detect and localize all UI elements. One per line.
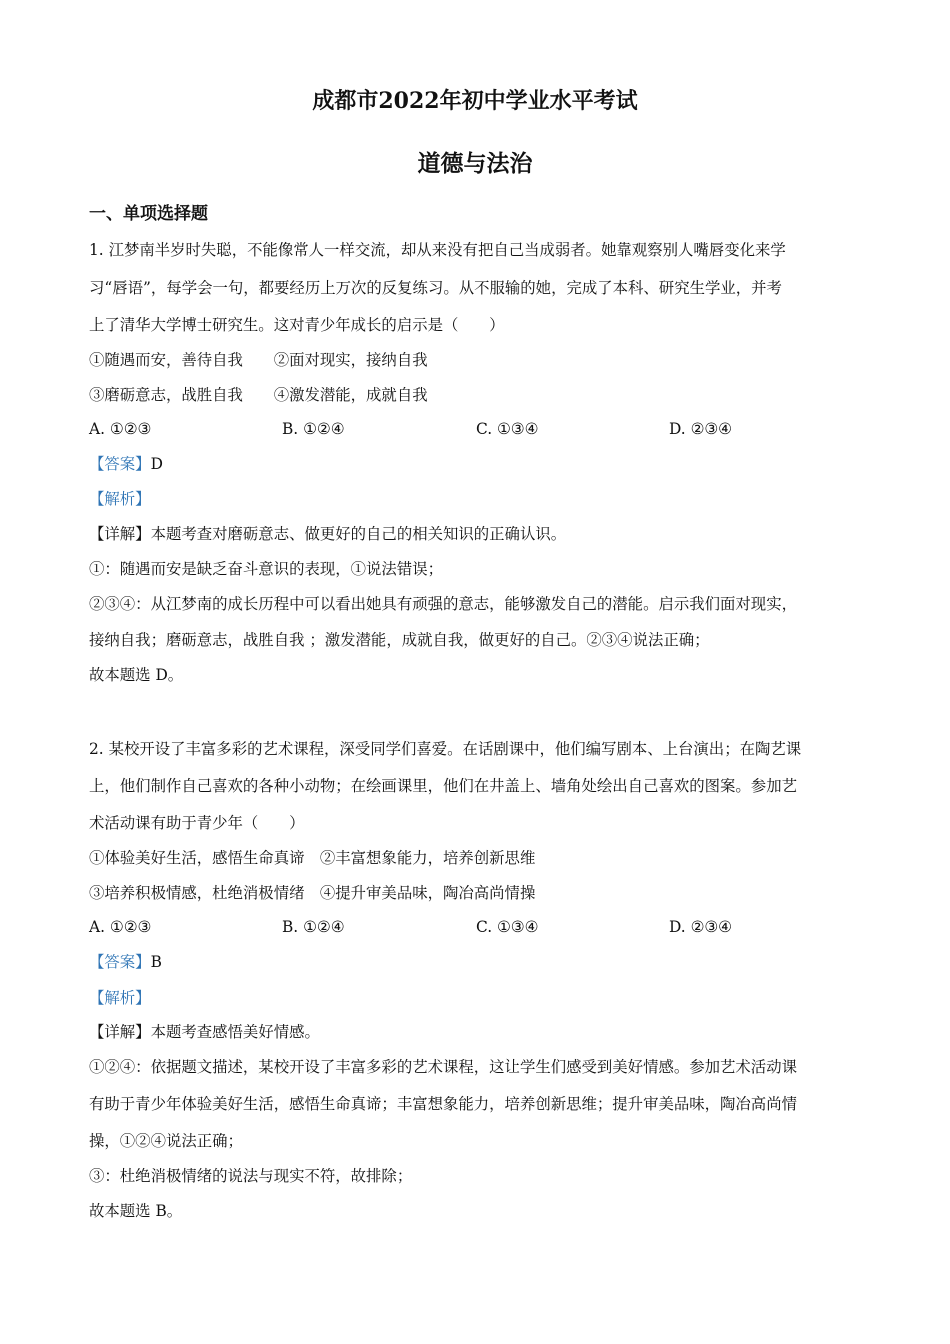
answer-label: 【答案】 [89,455,151,473]
q1-detail-line: ②③④：从江梦南的成长历程中可以看出她具有顽强的意志，能够激发自己的潜能。启示我们面对现实， [89,595,797,613]
answer-value: B [150,953,162,971]
q1-option-b: B. ①②④ [282,420,345,438]
answer-value: D [150,455,163,473]
q2-detail-line: 有助于青少年体验美好生活，感悟生命真谛；丰富想象能力，培养创新思维；提升审美品味，陶冶高尚情 [89,1095,797,1113]
q2-stem-line: 2. 某校开设了丰富多彩的艺术课程，深受同学们喜爱。在话剧课中，他们编写剧本、上台演出；在陶艺课 [89,740,802,758]
q2-option-a: A. ①②③ [89,918,152,936]
q1-analysis-label: 【解析】 [89,490,151,508]
q1-option-d: D. ②③④ [669,420,732,438]
q1-detail-line: 故本题选 D。 [89,666,184,684]
q2-choice-item: ③培养积极情感，杜绝消极情绪 ④提升审美品味，陶冶高尚情操 [89,884,536,902]
q1-option-a: A. ①②③ [89,420,152,438]
q2-stem-line: 上，他们制作自己喜欢的各种小动物；在绘画课里，他们在井盖上、墙角处绘出自己喜欢的图案。参加艺 [89,777,797,795]
q1-choice-item: ①随遇而安，善待自我 ②面对现实，接纳自我 [89,351,428,369]
q1-option-c: C. ①③④ [476,420,539,438]
q2-answer [89,950,864,974]
q2-detail-line: ③：杜绝消极情绪的说法与现实不符，故排除； [89,1167,413,1185]
q1-detail-line: 接纳自我；磨砺意志，战胜自我 ；激发潜能，成就自我，做更好的自己。②③④说法正确； [89,631,710,649]
answer-label: 【答案】 [89,953,151,971]
q2-detail-line: 【详解】本题考查感悟美好情感。 [89,1023,320,1041]
q2-detail-line: 故本题选 B。 [89,1202,183,1220]
q2-option-b: B. ①②④ [282,918,345,936]
q2-choice-item: ①体验美好生活，感悟生命真谛 ②丰富想象能力，培养创新思维 [89,849,536,867]
q1-stem-line: 1. 江梦南半岁时失聪，不能像常人一样交流，却从来没有把自己当成弱者。她靠观察别人嘴唇变化来学 [89,241,786,259]
q1-stem-line: 习“唇语”，每学会一句，都要经历上万次的反复练习。从不服输的她，完成了本科、研究生学业，并考 [89,279,782,297]
q1-detail-line: ①：随遇而安是缺乏奋斗意识的表现，①说法错误； [89,560,443,578]
q2-detail-line: ①②④：依据题文描述，某校开设了丰富多彩的艺术课程，这让学生们感受到美好情感。参加艺术活动课 [89,1058,797,1076]
q2-stem-line: 术活动课有助于青少年（ ） [89,814,305,832]
q1-detail-line: 【详解】本题考查对磨砺意志、做更好的自己的相关知识的正确认识。 [89,525,567,543]
q1-stem-line: 上了清华大学博士研究生。这对青少年成长的启示是（ ） [89,316,505,334]
section-heading: 一、单项选择题 [89,204,208,224]
exam-title: 成都市2022年初中学业水平考试 [312,88,638,114]
q2-analysis-label: 【解析】 [89,989,151,1007]
q1-choice-item: ③磨砺意志，战胜自我 ④激发潜能，成就自我 [89,386,428,404]
q1-answer [89,452,864,476]
q2-detail-line: 操，①②④说法正确； [89,1132,243,1150]
q2-option-c: C. ①③④ [476,918,539,936]
subject-title: 道德与法治 [417,150,533,177]
q2-option-d: D. ②③④ [669,918,732,936]
